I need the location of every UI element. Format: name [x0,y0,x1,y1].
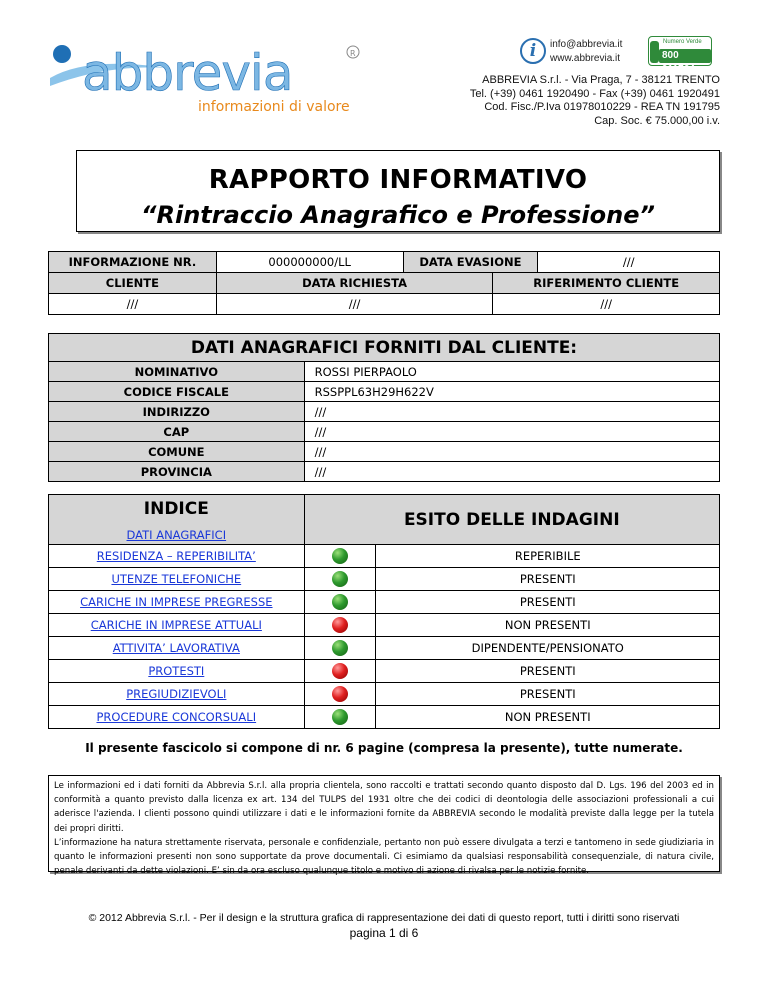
status-red-icon [332,617,348,633]
cliente-value: /// [49,294,217,315]
logo-wordmark: abbrevia [82,44,293,102]
esito-value: PRESENTI [376,660,720,683]
status-green-icon [332,594,348,610]
index-header [49,495,305,545]
riferimento-value: /// [493,294,720,315]
field-value: ROSSI PIERPAOLO [304,362,719,382]
numero-verde-number: 800 911764 [659,49,711,63]
evasione-label: DATA EVASIONE [403,252,538,273]
esito-value: DIPENDENTE/PENSIONATO [376,637,720,660]
status-cell [304,683,376,706]
logo-graphic [48,38,378,118]
status-cell [304,637,376,660]
pages-note: Il presente fascicolo si compone di nr. 6 pagine (compresa la presente), tutte numerate. [85,741,683,755]
link-utenze[interactable]: UTENZE TELEFONICHE [111,572,242,586]
link-attivita-lavorativa[interactable]: ATTIVITA’ LAVORATIVA [112,641,240,655]
richiesta-value: /// [216,294,493,315]
status-cell [304,660,376,683]
richiesta-label: DATA RICHIESTA [216,273,493,294]
index-title: INDICE [143,499,209,519]
field-value: /// [304,442,719,462]
cliente-label: CLIENTE [49,273,217,294]
link-cariche-attuali[interactable]: CARICHE IN IMPRESE ATTUALI [90,618,262,632]
field-label: CODICE FISCALE [49,382,305,402]
company-line: Cap. Soc. € 75.000,00 i.v. [594,114,720,127]
link-procedure-concorsuali[interactable]: PROCEDURE CONCORSUALI [96,710,257,724]
company-line: Cod. Fisc./P.Iva 01978010229 - REA TN 191795 [484,101,720,113]
email-link[interactable]: info@abbrevia.it [550,39,623,50]
esito-value: REPERIBILE [376,545,720,568]
esito-value: PRESENTI [376,683,720,706]
company-line: ABBREVIA S.r.l. - Via Praga, 7 - 38121 TRENTO [482,74,720,86]
numero-verde-badge [648,36,712,75]
esito-value: NON PRESENTI [376,614,720,637]
status-green-icon [332,548,348,564]
field-value: /// [304,402,719,422]
field-label: NOMINATIVO [49,362,305,382]
index-row-link-cell [49,614,305,637]
index-row-link-cell [49,568,305,591]
nr-label: INFORMAZIONE NR. [49,252,217,273]
phone-icon [650,41,659,63]
request-info-table [48,251,720,315]
link-residenza[interactable]: RESIDENZA – REPERIBILITA’ [96,549,256,563]
field-value: RSSPPL63H29H622V [304,382,719,402]
report-subtitle: “Rintraccio Anagrafico e Professione” [141,201,655,229]
abbrevia-logo [48,38,378,118]
link-pregiudizievoli[interactable]: PREGIUDIZIEVOLI [126,687,227,701]
report-title-box [76,150,720,232]
status-red-icon [332,663,348,679]
status-cell [304,591,376,614]
index-row-link-cell [49,683,305,706]
status-cell [304,614,376,637]
footer [40,911,728,940]
index-row-link-cell [49,637,305,660]
report-title: RAPPORTO INFORMATIVO [208,165,588,195]
nr-value: 000000000/LL [216,252,403,273]
contact-lines [550,38,622,66]
index-row-link-cell [49,591,305,614]
status-green-icon [332,640,348,656]
status-red-icon [332,686,348,702]
field-label: INDIRIZZO [49,402,305,422]
logo-tagline: informazioni di valore [198,99,350,115]
index-table [48,494,720,729]
esito-value: NON PRESENTI [376,706,720,729]
website-link[interactable]: www.abbrevia.it [550,53,621,64]
status-green-icon [332,709,348,725]
page-number: pagina 1 di 6 [349,926,419,940]
link-cariche-pregresse[interactable]: CARICHE IN IMPRESE PREGRESSE [80,595,273,609]
riferimento-label: RIFERIMENTO CLIENTE [493,273,720,294]
status-cell [304,545,376,568]
footer-copyright: © 2012 Abbrevia S.r.l. - Per il design e la struttura grafica di rappresentazione dei dati di questo report, tutti i diritti sono riservati [88,912,680,924]
field-value: /// [304,422,719,442]
field-label: CAP [49,422,305,442]
numero-verde-label: Numero Verde [663,39,702,45]
client-data-table [48,333,720,482]
esito-value: PRESENTI [376,568,720,591]
disclaimer-paragraph: Le informazioni ed i dati forniti da Abbrevia S.r.l. alla propria clientela, sono raccolti e trattati secondo quanto disposto dal D. Lgs. 196 del 2003 ed in conformità a quanto previsto dalla licenza ex art. 134 del TULPS del 1931 oltre che dei codici di deontologia delle associazioni professionali a cui aderisce l'azienda. I clienti possono quindi utilizzare i dati e le informazioni fornite da ABBREVIA secondo le modalità previste dalla legge per la tutela dei propri diritti. [54,781,714,834]
index-row-link-cell [49,706,305,729]
field-label: PROVINCIA [49,462,305,482]
field-value: /// [304,462,719,482]
evasione-value: /// [538,252,720,273]
status-cell [304,568,376,591]
status-cell [304,706,376,729]
index-row-link-cell [49,545,305,568]
info-icon: i [520,38,546,64]
link-dati-anagrafici[interactable]: DATI ANAGRAFICI [126,528,227,542]
company-info [470,74,720,128]
disclaimer-box [48,775,720,877]
contact-block [520,36,720,75]
link-protesti[interactable]: PROTESTI [148,664,205,678]
status-green-icon [332,571,348,587]
disclaimer-paragraph: L’informazione ha natura strettamente riservata, personale e confidenziale, pertanto non può essere divulgata a terzi e tantomeno in sede giudiziaria in quanto le informazioni presenti non sono supportate da prove documentali. Ci esimiamo da qualsiasi responsabilità consequenziale, di natura civile, penale derivanti da dette violazioni. E’ sin da ora escluso qualunque titolo e motivo di azione di rivalsa per le notizie fornite. [54,837,714,877]
company-line: Tel. (+39) 0461 1920490 - Fax (+39) 0461 1920491 [469,87,720,100]
client-data-title: DATI ANAGRAFICI FORNITI DAL CLIENTE: [49,334,720,362]
esito-value: PRESENTI [376,591,720,614]
esito-title: ESITO DELLE INDAGINI [304,495,719,545]
field-label: COMUNE [49,442,305,462]
index-row-link-cell [49,660,305,683]
svg-text:R: R [350,49,356,58]
